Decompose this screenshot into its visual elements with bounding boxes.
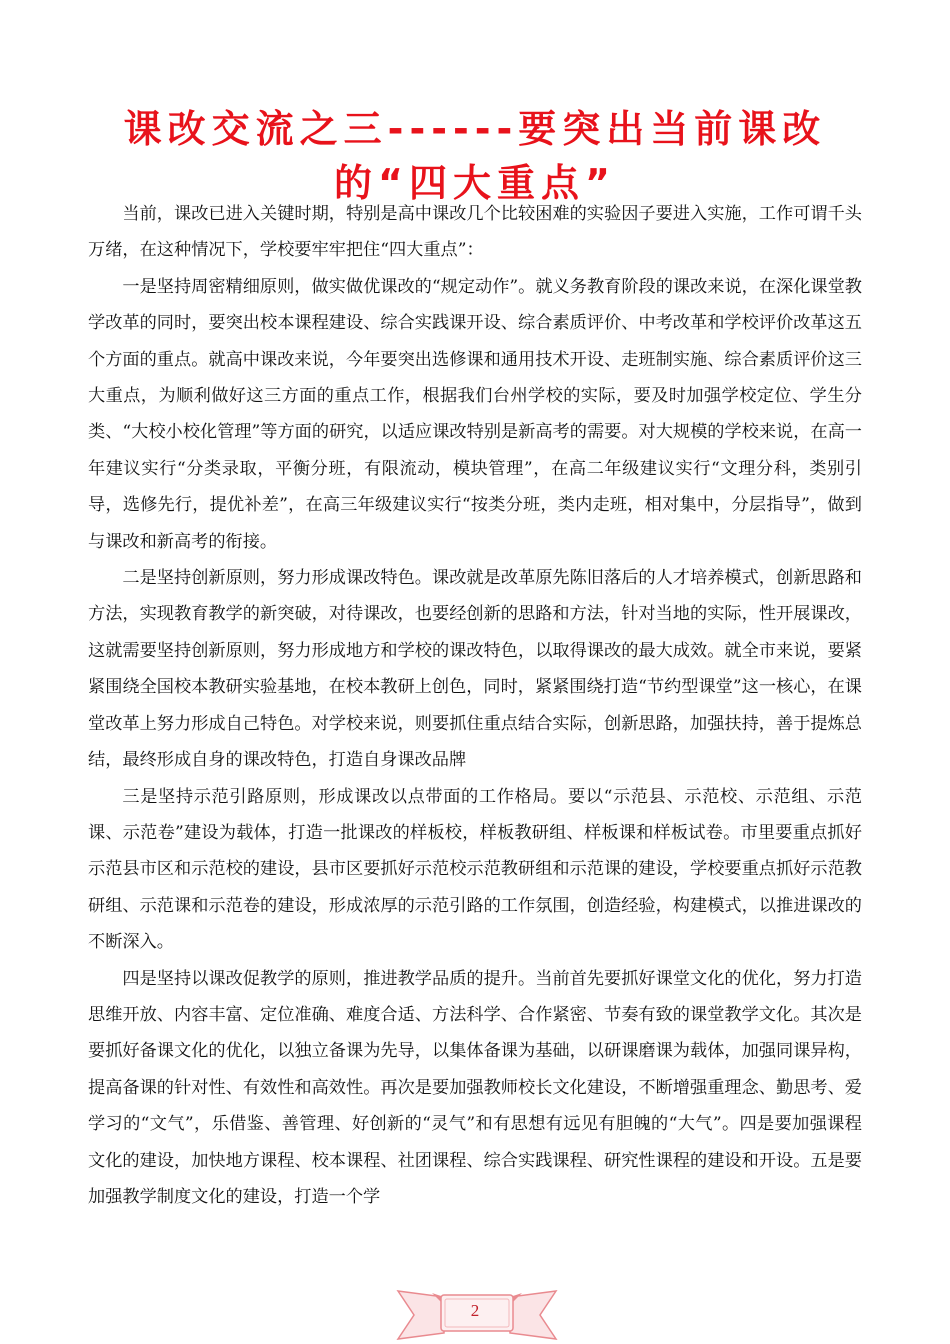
paragraph-point-4: 四是坚持以课改促教学的原则，推进教学品质的提升。当前首先要抓好课堂文化的优化，努力打造思维开放、内容丰富、定位准确、难度合适、方法科学、合作紧密、节奏有致的课堂教学文化。其次是要抓好备课文化的优化，以独立备课为先导，以集体备课为基础，以研课磨课为载体，加强同课异构，提高备课的针对性、有效性和高效性。再次是要加强教师校长文化建设，不断增强重理念、勤思考、爱学习的“文气”，乐借鉴、善管理、好创新的“灵气”和有思想有远见有胆魄的“大气”。四是要加强课程文化的建设，加快地方课程、校本课程、社团课程、综合实践课程、研究性课程的建设和开设。五是要加强教学制度文化的建设，打造一个学 xyxy=(88,968,862,1207)
document-body xyxy=(88,196,862,1215)
document-title: 课改交流之三------要突出当前课改的“四大重点” xyxy=(123,107,827,205)
paragraph-intro: 当前，课改已进入关键时期，特别是高中课改几个比较困难的实验因子要进入实施，工作可谓千头万绪，在这种情况下，学校要牢牢把住“四大重点”： xyxy=(88,204,862,261)
paragraph-point-2: 二是坚持创新原则，努力形成课改特色。课改就是改革原先陈旧落后的人才培养模式，创新思路和方法，实现教育教学的新突破，对待课改，也要经创新的思路和方法，针对当地的实际，性开展课改，这就需要坚持创新原则，努力形成地方和学校的课改特色，以取得课改的最大成效。就全市来说，要紧紧围绕全国校本教研实验基地，在校本教研上创色，同时，紧紧围绕打造“节约型课堂”这一核心，在课堂改革上努力形成自己特色。对学校来说，则要抓住重点结合实际，创新思路，加强扶持，善于提炼总结，最终形成自身的课改特色，打造自身课改品牌 xyxy=(88,568,862,771)
page-number: 2 xyxy=(470,1301,480,1320)
paragraph-point-1: 一是坚持周密精细原则，做实做优课改的“规定动作”。就义务教育阶段的课改来说，在深化课堂教学改革的同时，要突出校本课程建设、综合实践课开设、综合素质评价、中考改革和学校评价改革这五个方面的重点。就高中课改来说，今年要突出选修课和通用技术开设、走班制实施、综合素质评价这三大重点，为顺利做好这三方面的重点工作，根据我们台州学校的实际，要及时加强学校定位、学生分类、“大校小校化管理”等方面的研究，以适应课改特别是新高考的需要。对大规模的学校来说，在高一年建议实行“分类录取，平衡分班，有限流动，模块管理”，在高二年级建议实行“文理分科，类别引导，选修先行，提优补差”，在高三年级建议实行“按类分班，类内走班，相对集中，分层指导”，做到与课改和新高考的衔接。 xyxy=(88,276,862,552)
paragraph-point-3: 三是坚持示范引路原则，形成课改以点带面的工作格局。要以“示范县、示范校、示范组、示范课、示范卷”建设为载体，打造一批课改的样板校，样板教研组、样板课和样板试卷。市里要重点抓好示范县市区和示范校的建设，县市区要抓好示范校示范教研组和示范课的建设，学校要重点抓好示范教研组、示范课和示范卷的建设，形成浓厚的示范引路的工作氛围，创造经验，构建模式，以推进课改的不断深入。 xyxy=(88,786,862,953)
